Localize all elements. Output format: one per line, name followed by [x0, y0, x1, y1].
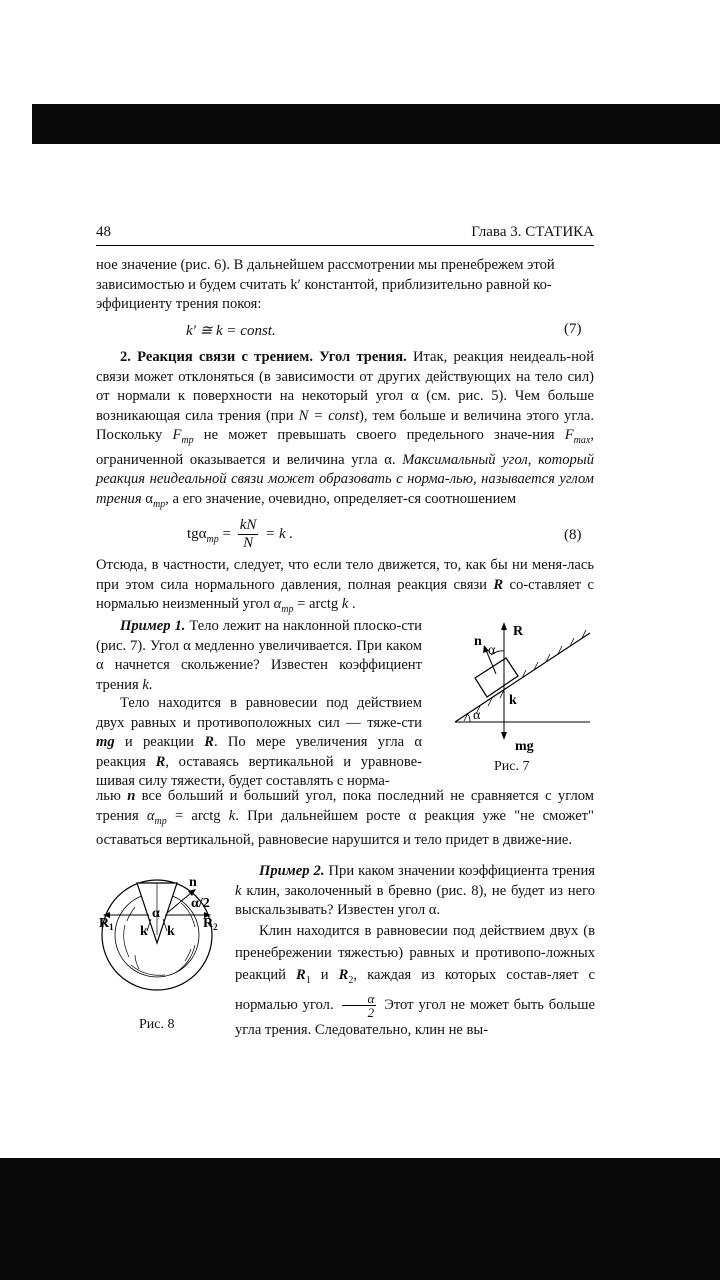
- text: Клин находится в равновесии под действием двух (в пренебрежении тяжестью) равных и противопо-ложных реакций: [235, 923, 595, 983]
- label-mg: mg: [515, 739, 534, 754]
- label-alpha: α: [152, 906, 160, 921]
- text: Этот угол не может быть больше угла трения. Следовательно, клин не вы-: [235, 996, 595, 1038]
- math-sub: тр: [281, 604, 294, 616]
- solution-1-continued: [96, 787, 594, 851]
- label-r2: $R_2$: [203, 916, 218, 932]
- fraction: [342, 992, 377, 1019]
- math: mg: [96, 734, 115, 751]
- label-k1: k: [140, 924, 148, 939]
- page-header: [96, 224, 594, 246]
- math-sub: 2: [348, 974, 354, 986]
- text: α: [141, 491, 153, 508]
- text: Итак, реакция неидеаль-ной связи может отклоняться (в зависимости от других действующих на тело сил) от нормали к поверхности на некоторый угол α (см. рис. 5). Чем больше возникающая сила трения (при: [96, 349, 594, 424]
- label-k: k: [509, 693, 517, 708]
- math: N = const: [298, 407, 360, 424]
- text-line: зависимостью и будем считать k′ константой, приблизительно равной ко-: [96, 276, 552, 293]
- formula-7: k′ ≅ k = const.: [186, 323, 276, 339]
- formula-7-number: (7): [564, 321, 582, 337]
- text: со-ставляет с нормалью неизменный угол: [96, 576, 594, 613]
- label-alpha-half: α/2: [191, 896, 210, 911]
- math: k: [235, 882, 242, 899]
- formula-8: [187, 517, 293, 552]
- math: R: [296, 967, 306, 983]
- fraction: [238, 517, 259, 552]
- section-heading: 2. Реакция связи с трением. Угол трения.: [120, 349, 407, 365]
- text: , оставаясь вертикальной и уравнове-шивая силу тяжести, будет составлять с норма-: [96, 753, 422, 790]
- text: .: [148, 676, 153, 693]
- text: клин, заколоченный в бревно (рис. 8), не будет из него выскальзывать? Известен угол α.: [235, 882, 595, 919]
- denominator: N: [243, 535, 254, 551]
- paragraph-consequence: [96, 556, 594, 620]
- math: F: [172, 427, 182, 444]
- label-k2: k: [167, 924, 175, 939]
- label-alpha: α: [488, 643, 496, 658]
- math: tgα: [187, 525, 207, 542]
- text: и: [310, 967, 339, 983]
- label-r1: $R_1$: [99, 916, 114, 932]
- math: k: [228, 807, 236, 824]
- definition: Максимальный угол, который реакция неидеальной связи может образовать с норма-лью, называется углом трения: [96, 451, 594, 508]
- text: , каждая из которых состав-ляет с нормалью угол.: [235, 967, 595, 1013]
- numerator: kN: [239, 517, 257, 533]
- example-label: Пример 1.: [120, 618, 186, 634]
- math: =: [218, 525, 235, 542]
- page-number: 48: [96, 224, 111, 240]
- label-r: R: [513, 624, 524, 639]
- math: α: [146, 807, 155, 824]
- text: лью: [96, 788, 128, 804]
- bottom-dark-bar: [0, 1158, 720, 1280]
- text: .: [348, 596, 356, 613]
- text: . При дальнейшем росте α реакция уже "не сможет" оставаться вертикальной, равновесие нарушится и тело придет в движе-ние.: [96, 807, 595, 849]
- header-rule: [96, 245, 594, 246]
- math: F: [564, 427, 574, 444]
- example-2: [235, 862, 595, 921]
- text: все больший и больший угол, пока последний не сравняется с углом трения: [96, 788, 594, 824]
- math: n: [127, 788, 136, 804]
- section-2-paragraph: [96, 348, 594, 515]
- text: Тело лежит на наклонной плоско-сти (рис. 7). Угол α медленно увеличивается. При каком α начнется скольжение? Известен коэффициент трения: [96, 618, 422, 693]
- math-sub: тр: [154, 815, 167, 827]
- figure-8: [95, 865, 230, 1015]
- math-sub: 1: [305, 974, 311, 986]
- math: R: [338, 967, 349, 983]
- figure-8-caption: Рис. 8: [139, 1017, 175, 1032]
- example-1: [96, 617, 422, 695]
- text: ), тем больше и величина этого угла. Поскольку: [96, 407, 595, 444]
- text: , а его значение, очевидно, определяет-ся соотношением: [165, 491, 517, 508]
- math: α: [273, 596, 282, 613]
- top-white-bar: [0, 0, 720, 104]
- numerator: α: [342, 992, 377, 1006]
- denominator: 2: [367, 1004, 375, 1020]
- text: При каком значении коэффициента трения: [324, 863, 595, 879]
- example-label: Пример 2.: [259, 863, 325, 879]
- math: = k .: [261, 525, 294, 542]
- solution-2: [235, 920, 595, 1041]
- figure-7-caption: Рис. 7: [494, 759, 530, 774]
- reaction-arrowhead: [501, 622, 507, 630]
- text: = arctg: [293, 596, 342, 613]
- text: Тело находится в равновесии под действием двух равных и противоположных сил — тяже-сти: [96, 695, 422, 731]
- math: R: [155, 753, 166, 770]
- label-n: n: [189, 875, 197, 890]
- gravity-arrowhead: [501, 732, 507, 740]
- math-sub: max: [573, 435, 591, 447]
- text: , ограниченной оказывается и величина угла α.: [96, 427, 594, 468]
- text: . По мере увеличения угла α реакция: [96, 734, 422, 770]
- solution-1: [96, 694, 422, 792]
- block: [475, 658, 518, 697]
- math-sub: тр: [152, 498, 166, 510]
- math: k: [341, 596, 349, 613]
- math-sub: тр: [206, 533, 219, 545]
- text: не может превышать своего предельного значе-ния: [193, 427, 565, 444]
- text: и реакции: [114, 734, 205, 751]
- math: R: [204, 734, 214, 751]
- text: Отсюда, в частности, следует, что если тело движется, то, как бы ни меня-лась при этом сила нормального давления, полная реакция связи: [96, 557, 594, 593]
- label-alpha-base: α: [473, 708, 481, 723]
- paragraph-intro: [96, 256, 594, 315]
- label-n: n: [474, 634, 482, 649]
- math-sub: тр: [181, 435, 194, 447]
- math: k: [142, 676, 149, 693]
- formula-8-number: (8): [564, 527, 582, 543]
- text: = arctg: [166, 807, 229, 824]
- text-line: ное значение (рис. 6). В дальнейшем рассмотрении мы пренебрежем этой: [96, 257, 555, 273]
- top-dark-bar: [32, 104, 720, 144]
- chapter-title: Глава 3. СТАТИКА: [471, 224, 594, 240]
- math: R: [493, 576, 504, 593]
- text-line: эффициенту трения покоя:: [96, 296, 262, 313]
